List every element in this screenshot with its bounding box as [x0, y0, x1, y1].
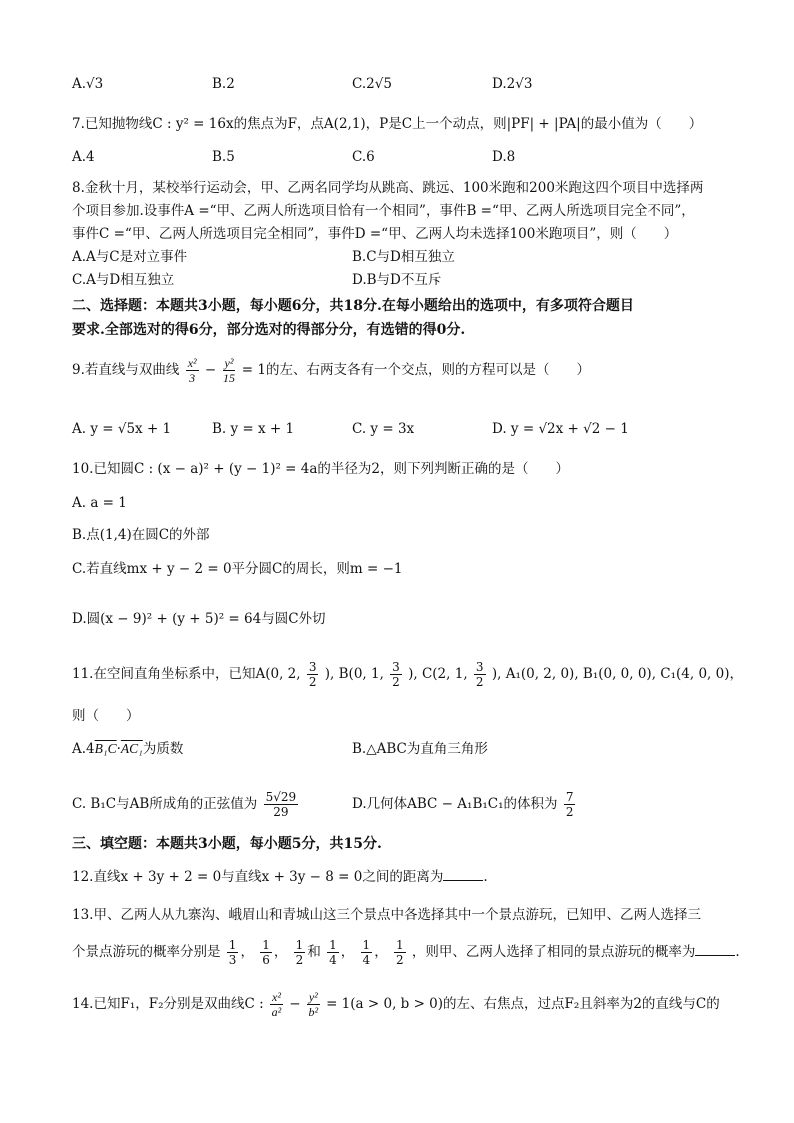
- q11-option-c: C. B₁C与AB所成角的正弦值为 $\frac{5√29}{29}$: [72, 790, 297, 819]
- q14-stem: 14.已知F₁，F₂分别是双曲线C : $\frac{\text{x²}}{\text{a²}}$ − $\frac{\text{y²}}{\text{b²}}$ = 1(a > 0, b > 0)的左、右焦点，过点F₂且斜率为2的直线与C的: [72, 990, 720, 1019]
- q13-stem-line-1: 13.甲、乙两人从九寨沟、峨眉山和青城山这三个景点中各选择其中一个景点游玩，已知甲、乙两人选择三: [72, 907, 701, 923]
- q14-frac-x: $\frac{\text{x²}}{\text{a²}}$: [271, 990, 282, 1019]
- q8-option-b: B.C与D相互独立: [352, 249, 455, 265]
- q13-frac-4: $\frac{1}{4}$: [329, 938, 337, 967]
- q10-option-c: C.若直线mx + y − 2 = 0平分圆C的周长，则m = −1: [72, 561, 403, 577]
- q13-frac-1: $\frac{1}{3}$: [228, 938, 237, 967]
- q6-option-b: B.2: [212, 76, 235, 92]
- q12-answer-blank[interactable]: [443, 868, 483, 881]
- q11-point-b: ), B(0, 1,: [324, 666, 384, 682]
- q9-option-c: C. y = 3x: [352, 421, 415, 437]
- q9-option-a: A. y = √5x + 1: [72, 421, 172, 437]
- q13-answer-blank[interactable]: [695, 943, 735, 956]
- q14-frac-y: $\frac{\text{y²}}{\text{b²}}$: [308, 990, 319, 1019]
- q7-option-c: C.6: [352, 149, 375, 165]
- q11-option-c-frac: $\frac{5√29}{29}$: [265, 790, 297, 819]
- q13-frac-6: $\frac{1}{2}$: [395, 938, 404, 967]
- q11-option-a: A.4B₁C·AC₁为质数: [72, 741, 184, 757]
- q11-stem: [72, 660, 743, 689]
- q11-frac-b: $\frac{3}{2}$: [392, 660, 400, 689]
- q11-frac-c: $\frac{3}{2}$: [475, 660, 484, 689]
- q11-option-d-frac: $\frac{7}{2}$: [565, 790, 574, 819]
- q11-points-tail: ), A₁(0, 2, 0), B₁(0, 0, 0), C₁(4, 0, 0)，: [491, 666, 743, 682]
- q9-prefix: 9.若直线与双曲线: [72, 362, 180, 378]
- q10-option-d: D.圆(x − 9)² + (y + 5)² = 64与圆C外切: [72, 611, 326, 627]
- q8-stem-line-1: 8.金秋十月，某校举行运动会，甲、乙两名同学均从跳高、跳远、100米跑和200米跑这四个项目中选择两: [72, 180, 704, 196]
- q13-stem-line-2: 个景点游玩的概率分别是 $\frac{1}{3}$ ， $\frac{1}{6}$ ， $\frac{1}{2}$ 和 $\frac{1}{4}$ ， $\frac{1}{4}$ ， $\frac{1}{2}$ ，则甲、乙两人选择了相同的景点游玩的概率为 .: [72, 938, 740, 967]
- q7-option-a: A.4: [72, 149, 95, 165]
- q8-option-d: D.B与D不互斥: [352, 272, 442, 288]
- q8-option-c: C.A与D相互独立: [72, 272, 175, 288]
- q10-option-b: B.点(1,4)在圆C的外部: [72, 527, 210, 543]
- q9-minus: −: [204, 362, 217, 378]
- q12-stem: 12.直线x + 3y + 2 = 0与直线x + 3y − 8 = 0之间的距离为 .: [72, 869, 488, 885]
- q8-stem-line-2: 个项目参加.设事件A =“甲、乙两人所选项目恰有一个相同”，事件B =“甲、乙两人所选项目完全不同”，: [72, 203, 695, 219]
- q11-then: 则（ ）: [72, 708, 140, 724]
- q11-frac-a: $\frac{3}{2}$: [308, 660, 317, 689]
- q8-stem-line-3: 事件C =“甲、乙两人所选项目完全相同”，事件D =“甲、乙两人均未选择100米跑项目”，则（ ）: [72, 226, 678, 242]
- section-2-heading-line-1: 二、选择题：本题共3小题，每小题6分，共18分.在每小题给出的选项中，有多项符合题目: [72, 298, 634, 314]
- q10-option-a: A. a = 1: [72, 495, 127, 511]
- section-3-heading: 三、填空题：本题共3小题，每小题5分，共15分.: [72, 836, 382, 852]
- q6-option-a: A.√3: [72, 76, 104, 92]
- q9-option-b: B. y = x + 1: [212, 421, 295, 437]
- q11-point-a: 11.在空间直角坐标系中，已知A(0, 2,: [72, 666, 301, 682]
- q13-frac-5: $\frac{1}{4}$: [362, 938, 371, 967]
- q7-stem: 7.已知抛物线C : y² = 16x的焦点为F，点A(2,1)，P是C上一个动点，则|PF| + |PA|的最小值为（ ）: [72, 116, 703, 132]
- q11-option-b: B.△ABC为直角三角形: [352, 741, 488, 757]
- vector-ac1: AC₁: [120, 741, 143, 756]
- q13-frac-2: $\frac{1}{6}$: [262, 938, 270, 967]
- q9-fraction-y: $\frac{\text{y²}}{15}$: [223, 356, 235, 385]
- q11-option-d: D.几何体ABC − A₁B₁C₁的体积为 $\frac{7}{2}$: [352, 790, 574, 819]
- q9-option-d: D. y = √2x + √2 − 1: [492, 421, 629, 437]
- q10-stem: 10.已知圆C : (x − a)² + (y − 1)² = 4a的半径为2，则下列判断正确的是（ ）: [72, 461, 570, 477]
- section-2-heading-line-2: 要求.全部选对的得6分，部分选对的得部分分，有选错的得0分.: [72, 322, 466, 338]
- vector-b1c: B₁C: [94, 741, 117, 756]
- q13-frac-3: $\frac{1}{2}$: [295, 938, 304, 967]
- q9-fraction-x: $\frac{\text{x²}}{3}$: [187, 356, 197, 385]
- q8-option-a: A.A与C是对立事件: [72, 249, 188, 265]
- q9-suffix: = 1的左、右两支各有一个交点，则的方程可以是（ ）: [241, 362, 590, 378]
- q6-option-c: C.2√5: [352, 76, 392, 92]
- q7-option-d: D.8: [492, 149, 516, 165]
- q11-point-c: ), C(2, 1,: [408, 666, 468, 682]
- q7-option-b: B.5: [212, 149, 235, 165]
- q9-stem: [72, 356, 590, 385]
- q6-option-d: D.2√3: [492, 76, 533, 92]
